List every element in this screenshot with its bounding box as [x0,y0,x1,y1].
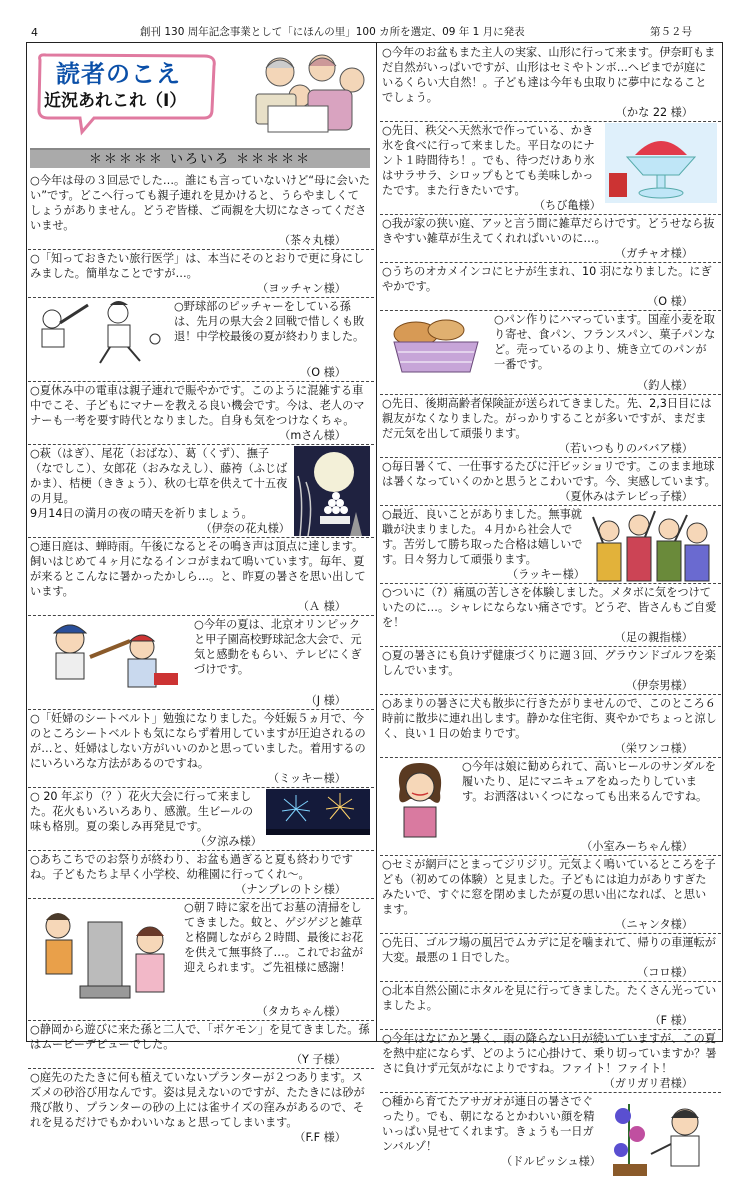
letter-signature: （伊奈男様） [625,679,693,692]
letter-signature: （夏休みはテレビっ子様） [559,490,693,503]
grave-cleaning-icon [30,900,180,1004]
letter-item: ○先日、後期高齢者保険証が送られてきました。先、2,3日目には親友がなくなりました。がっかりすることが多いですが、まだまだ元気を出して頑張ります。 （若いつもりのババア様） [380,395,721,458]
moon-viewing-icon [294,446,370,536]
fireworks-icon [266,789,370,835]
letter-signature: （J 様） [305,694,346,707]
letter-item: ○毎日暑くて、一仕事するたびに汗ビッショリです。このまま地球は暑くなっていくのかと思うとこわいです。今、実感しています。 （夏休みはテレビっ子様） [380,458,721,506]
letter-signature: （ちび亀様） [533,199,601,212]
letter-signature: （ラッキー様） [506,568,585,581]
letter-item: ○先日、ゴルフ場の風呂でムカデに足を噛まれて、帰りの車運転が大変。最悪の１日でした。 （コロ様） [380,934,721,982]
cheering-crowd-icon [589,507,717,583]
letter-signature: （若いつもりのババア様） [558,442,693,455]
letter-item: ○北本自然公園にホタルを見に行ってきました。たくさん光っていましたよ。 （F 様） [380,982,721,1030]
letter-item: ○先日、秩父へ天然氷で作っている、かき氷を食べに行って来ました。平日なのにナント１時間待ち！。でも、待つだけあり氷はサラサラ、シロップもとても美味しかったです。また行きたいです。 （ちび亀様） [380,122,721,215]
left-column [28,172,374,1144]
letter-signature: （コロ様） [637,966,693,979]
letter-item: ○今年のお盆もまた主人の実家、山形に行って来ます。伊奈町もまだ自然がいっぱいですが、山形はセミやトンボ…ヘビまでが庭にいるくらい大自然！。子ども達は今年も虫取りに夢中になることでしょう。 （かな 22 様） [380,44,721,122]
letter-signature: （F 様） [649,1014,693,1027]
letter-item: ○今年は母の３回忌でした…。誰にも言っていないけど“母に会いたい”です。どこへ行っても親子連れを見かけると、うらやましくてしょうがありません。どうぞ皆様、ご両親を大切になさってくださいませ。 （茶々丸様） [28,172,374,250]
letter-signature: （Y 子様） [290,1053,346,1066]
letter-signature: （ナンブレのトシ様） [235,883,346,896]
letter-item: ○連日庭は、蝉時雨。午後になるとその鳴き声は頂点に達します。飼いはじめて４ヶ月になるインコがまねて鳴いています。毎年、夏が来るとこんなに暑かったかしら…。と、昨夏の暑さを思い出しています。 （Ａ 様） [28,538,374,616]
letter-signature: （ガリガリ君様） [603,1077,693,1090]
letter-signature: （O 様） [300,366,346,379]
letter-signature: （F.F 様） [294,1131,346,1144]
letter-item: ○萩（はぎ）、尾花（おばな）、葛（くず）、撫子（なでしこ）、女郎花（おみなえし）、藤袴（ふじばかま）、桔梗（ききょう）、秋の七草を供えて十五夜の月見。 9月14日の満月の夜の晴天を祈りましょう。 （伊奈の花丸様） [28,445,374,538]
letter-signature: （釣人様） [637,379,693,392]
letter-signature: （ガチャオ様） [615,247,693,260]
letter-signature: （O 様） [647,295,693,308]
right-column [380,44,721,1168]
letter-item: ○夏の暑さにも負けず健康づくりに週３回、グラウンドゴルフを楽しんでいます。 （伊奈男様） [380,647,721,695]
morning-glory-icon [605,1094,717,1178]
letter-item: ○夏休み中の電車は親子連れで賑やかです。このように混雑する車中でこそ、子どもにマナーを教える良い機会です。今は、老人のマナーも一考を要す時代となりました。自身も気をつけなくちゃ。 （mさん様） [28,382,374,445]
letter-item: ○我が家の狭い庭、アッと言う間に雑草だらけです。どうせなら抜きやすい雑草が生えてくれればいいのに…。 （ガチャオ様） [380,215,721,263]
letter-item: ○「妊婦のシートベルト」勉強になりました。今妊娠５ヵ月で、今のところシートベルトも気にならず着用していますが圧迫されるのが…と、妊婦はしない方がいいのかと思っていました。着用するのにいろいろな方法があるのですね。 （ミッキー様） [28,710,374,788]
letter-item: ○種から育てたアサガオが連日の暑さでぐったり。でも、朝になるとかわいい顔を精いっぱい見せてくれます。きょうも一日ガンバルゾ！ （ドルピッシュ様） [380,1093,721,1170]
letter-signature: （ミッキー様） [267,772,346,785]
letter-item: ○セミが網戸にとまってジリジリ。元気よく鳴いているところを子ども（初めての体験）と見ました。子どもには迫力がありすぎたみたいで、すぐに窓を閉めましたが夏の思い出になれば、と思います。 （ニャンタ様） [380,856,721,934]
letter-signature: （Ａ 様） [297,600,346,613]
letter-signature: （mさん様） [279,429,346,442]
shaved-ice-icon [605,123,717,203]
letter-signature: （ニャンタ様） [615,918,693,931]
bread-basket-icon [382,312,490,378]
header-banner: 創刊 130 周年記念事業として「にほんの里」100 カ所を選定、09 年 1 月に発表 [140,26,525,38]
page-number: 4 [31,26,38,39]
letter-item: ○朝７時に家を出てお墓の清掃をしてきました。蚊と、ゲジゲジと雑草と格闘しながら２時間、最後にお花を供えて無事終了…。これでお盆が迎えられます。ご先祖様に感謝！ （タカちゃん様） [28,899,374,1021]
letter-item: ○うちのオカメインコにヒナが生まれ、10 羽になりました。にぎやかです。 （O 様） [380,263,721,311]
issue-number: 第５２号 [650,26,692,38]
letter-item: ○パン作りにハマっています。国産小麦を取り寄せ、食パン、フランスパン、菓子パンなど。売っているのより、焼き立てのパンが一番です。 （釣人様） [380,311,721,395]
letter-signature: （栄ワンコ様） [614,742,693,755]
title-banner [34,52,240,134]
letter-signature: （小室みーちゃん様） [581,840,693,853]
letter-item: ○野球部のピッチャーをしている孫は、先月の県大会２回戦で惜しくも敗退！中学校最後の夏が終わりました。 （O 様） [28,298,374,382]
column-divider [376,42,377,1042]
baseball-players-icon [30,299,170,365]
letter-signature: （タカちゃん様） [256,1005,346,1018]
title-sub: 近況あれこれ（Ⅰ） [44,91,187,111]
letter-item: ○ 20 年ぶり（？）花火大会に行って来ました。花火もいろいろあり、感激。生ビールの味も格別。夏の楽しみ再発見です。 （夕涼み様） [28,788,374,851]
letter-item: ○最近、良いことがありました。無事就職が決まりました。４月から社会人です。苦労して勝ち取った合格は嬉しいです。日々努力して頑張ります。 （ラッキー様） [380,506,721,584]
letter-item: ○庭先のたたきに何も植えていないプランターが２つあります。スズメの砂浴び用なんです。姿は見えないのですが、たたきには砂が飛び散り、プランターの砂の上には雀サイズの窪みがあるので、それを見るだけでもかわいいなぁと思ってしまいます。 （F.F 様） [28,1069,374,1146]
woman-portrait-icon [382,759,458,839]
title-main: 読者のこえ [56,60,181,88]
letter-item: ○静岡から遊びに来た孫と二人で、「ポケモン」を見てきました。孫はムービーデビューでした。 （Y 子様） [28,1021,374,1069]
letter-signature: （ドルピッシュ様） [500,1155,601,1168]
letter-item: ○「知っておきたい旅行医学」は、本当にそのとおりで更に身にしみました。簡単なことですが…。 （ヨッチャン様） [28,250,374,298]
letter-item: ○ついに（?）痛風の苦しさを体験しました。メタボに気をつけていたのに…。シャレにならない痛さです。どうぞ、皆さんもご自愛を！ （足の親指様） [380,584,721,647]
letter-signature: （夕涼み様） [194,835,262,848]
letter-signature: （茶々丸様） [278,234,346,247]
letter-item: ○今年の夏は、北京オリンピックと甲子園高校野球記念大会で、元気と感動をもらい、テレビにくぎづけです。 （J 様） [28,616,374,710]
family-reading-icon [246,50,372,140]
letter-item: ○今年は娘に勧められて、高いヒールのサンダルを履いたり、足にマニキュアをぬったりしています。お洒落はいくつになっても出来るんですね。 （小室みーちゃん様） [380,758,721,856]
letter-item: ○あまりの暑さに犬も散歩に行きたがりませんので、このところ６時前に散歩に連れ出します。静かな住宅街、爽やかでちょっと涼しく、良い１日の始まりです。 （栄ワンコ様） [380,695,721,758]
letter-signature: （ヨッチャン様） [257,282,346,295]
section-heading: ＊＊＊＊＊ いろいろ ＊＊＊＊＊ [30,148,370,168]
baseball-celebration-icon [30,617,190,693]
letter-signature: （伊奈の花丸様） [200,522,290,535]
letter-signature: （足の親指様） [614,631,693,644]
letter-signature: （かな 22 様） [615,106,693,119]
letter-item: ○あちこちでのお祭りが終わり、お盆も過ぎると夏も終わりですね。子どもたちよ早く小学校、幼稚園に行ってくれ～。 （ナンブレのトシ様） [28,851,374,899]
letter-item: ○今年はなにかと暑く、雨の降らない日が続いていますが、この夏を熱中症にならず、どのように心掛けて、乗り切っていますか？暑さに負けず元気がなによりですね。ファイト！ファイト！ （ガリガリ君様） [380,1030,721,1093]
